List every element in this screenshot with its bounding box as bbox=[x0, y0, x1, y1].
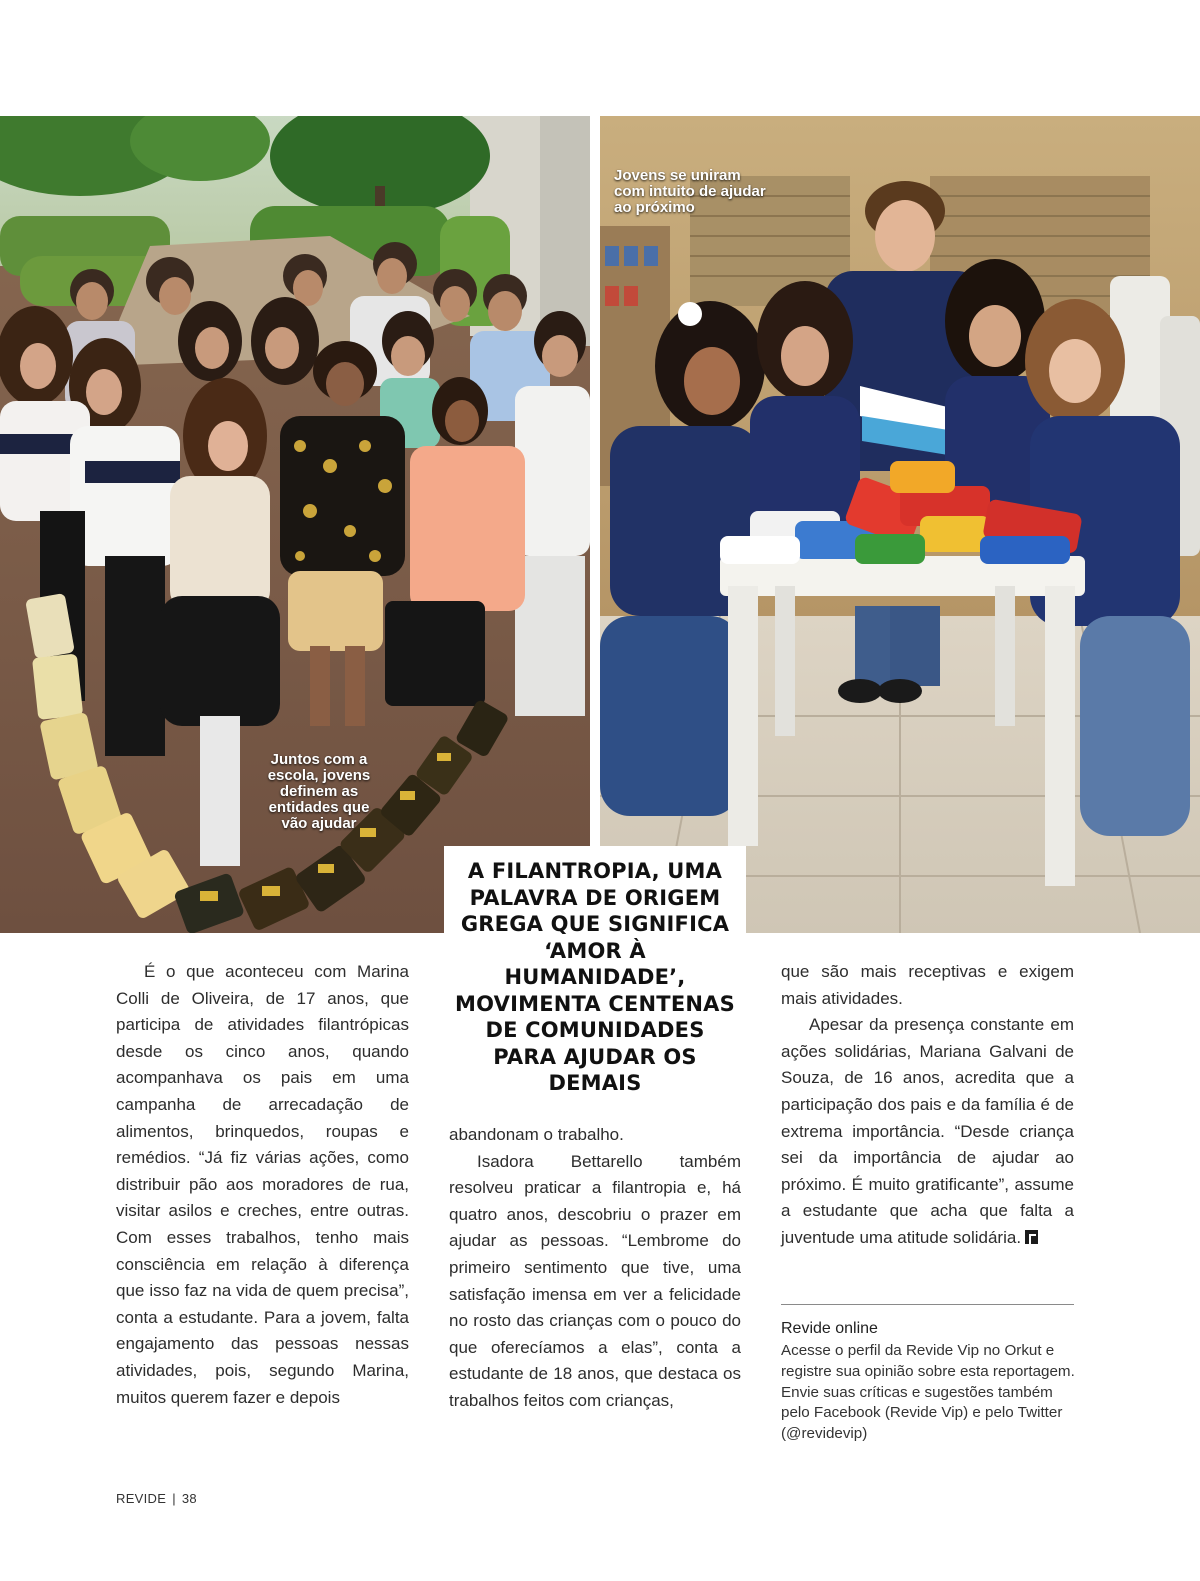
photo-caption-left: Juntos com a escola, jovens definem as entidades que vão ajudar bbox=[267, 751, 371, 832]
end-of-article-icon bbox=[1025, 1230, 1038, 1244]
article-column-1 bbox=[116, 959, 409, 1411]
folio-separator: | bbox=[172, 1491, 176, 1506]
article-paragraph: abandonam o trabalho. bbox=[449, 1125, 624, 1144]
article-paragraph: É o que aconteceu com Marina Colli de Oliveira, de 17 anos, que participa de atividades filantrópicas desde os cinco anos, quando acompanhava os pais em uma campanha de arrecadação de alimentos, brinquedos, roupas e remédios. “Já fiz várias ações, como distribuir pão aos moradores de rua, visitar asilos e creches, entre outras. Com esses trabalhos, tenho mais consciência em relação à diferença que isso faz na vida de quem precisa”, conta a estudante. Para a jovem, falta engajamento das pessoas nessas atividades, pois, segundo Marina, muitos querem fazer e depois bbox=[116, 962, 409, 1407]
article-paragraph: Isadora Bettarello também resolveu praticar a filantropia e, há quatro anos, descobriu o prazer em ajudar as pessoas. “Lembrome do primeiro sentimento que tive, uma satisfação imensa em ver a felicidade no rosto das crianças com o pouco do que oferecíamos a elas”, conta a estudante de 18 anos, que destaca os trabalhos feitos com crianças, bbox=[449, 1151, 741, 1410]
article-column-3 bbox=[781, 959, 1074, 1252]
pull-quote-box bbox=[444, 846, 746, 1106]
article-paragraph-final bbox=[781, 1012, 1074, 1251]
photo-youth-table-image bbox=[600, 116, 1200, 933]
page-number: 38 bbox=[181, 1491, 197, 1506]
online-box-divider bbox=[781, 1304, 1074, 1305]
photo-caption-right: Jovens se uniram com intuito de ajudar ao próximo bbox=[614, 167, 766, 216]
online-box-text: Acesse o perfil da Revide Vip no Orkut e registre sua opinião sobre esta reportagem. Envie suas críticas e sugestões também pelo Facebook (Revide Vip) e pelo Twitter (@revidevip) bbox=[781, 1342, 1075, 1443]
article-paragraph: que são mais receptivas e exigem mais atividades. bbox=[781, 962, 1074, 1008]
pull-quote: A FILANTROPIA, UMA PALAVRA DE ORIGEM GREGA QUE SIGNIFICA ‘AMOR À HUMANIDADE’, MOVIMENTA CENTENAS DE COMUNIDADES PARA AJUDAR OS DEMAIS bbox=[455, 859, 735, 1095]
article-column-2 bbox=[449, 1122, 741, 1415]
page-folio bbox=[116, 1491, 197, 1506]
article-paragraph-text: Apesar da presença constante em ações solidárias, Mariana Galvani de Souza, de 16 anos, acredita que a participação dos pais e da família é de extrema importância. “Desde criança sei da importância de ajudar ao próximo. É muito gratificante”, assume a estudante que acha que falta a juventude uma atitude solidária. bbox=[781, 1015, 1074, 1247]
magazine-name: REVIDE bbox=[116, 1491, 167, 1506]
photo-youth-table bbox=[600, 116, 1200, 933]
online-box-title: Revide online bbox=[781, 1320, 878, 1337]
